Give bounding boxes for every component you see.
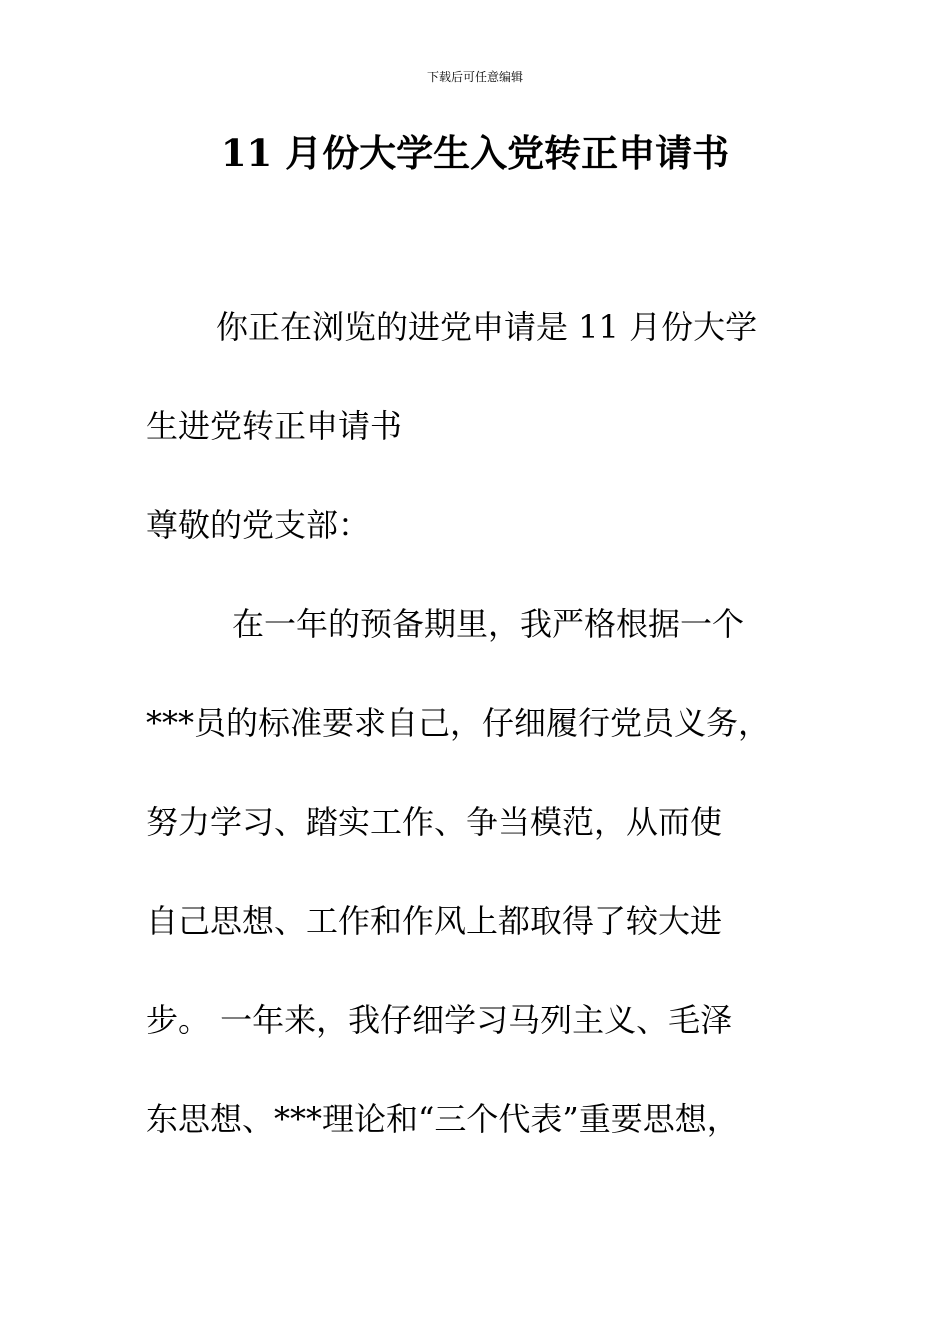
body-line-3: 在一年的预备期里，我严格根据一个 [232, 605, 745, 643]
body-line-4: ***员的标准要求自己，仔细履行党员义务， [146, 704, 771, 742]
salutation: 尊敬的党支部： [146, 506, 371, 544]
header-note: 下载后可任意编辑 [426, 70, 523, 84]
body-line-5: 努力学习、踏实工作、争当模范，从而使 [146, 803, 723, 841]
body-line-1: 你正在浏览的进党申请是 11 月份大学 [216, 308, 758, 346]
body-line-7: 步。 一年来，我仔细学习马列主义、毛泽 [146, 1001, 733, 1039]
document-title: 11 月份大学生入党转正申请书 [220, 131, 730, 175]
body-line-2: 生进党转正申请书 [146, 407, 403, 445]
body-line-8: 东思想、***理论和“三个代表”重要思想， [146, 1100, 739, 1138]
body-line-6: 自己思想、工作和作风上都取得了较大进 [146, 902, 723, 940]
